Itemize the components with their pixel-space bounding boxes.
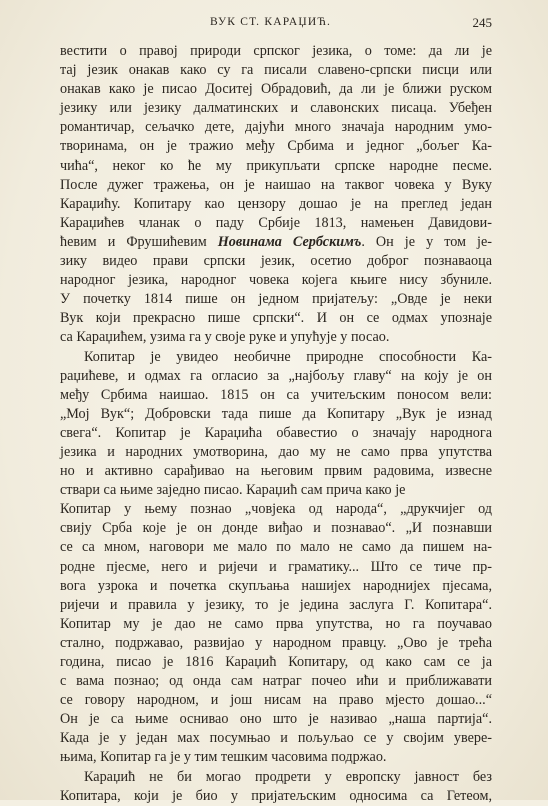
body-text	[60, 42, 492, 806]
text-line: се са мном, наговори ме мало по мало не само да пишем на-	[60, 539, 492, 556]
page-number: 245	[472, 15, 492, 30]
text-line: но и активно сарађивао на његовим првим радовима, извесне	[60, 463, 492, 480]
text-line: Вук који прекрасно пише српски“. И он се одмах упознаје	[60, 310, 492, 327]
newspaper-title: Новинама Сербскимъ	[217, 233, 362, 250]
text-line: Копитар у њему познао „човјека од народа“, „друкчијег од	[60, 501, 492, 518]
text-line: Копитар му је дао не само прва упутства, но га поучавао	[60, 615, 492, 632]
text-line: стално, подржавао, развијао у народном правцу. „Ово је трећа	[60, 634, 492, 651]
text-line: Копитара, који је био у пријатељским односима са Гетеом,	[60, 787, 492, 804]
text-line: Копитар је увидео необичне природне способности Ка-	[84, 348, 492, 365]
text-line: језику или језику далматинских и славонских писаца. Убеђен	[60, 100, 492, 117]
text-line: романтичар, сељачко дете, дајући много значаја народним умо-	[60, 119, 492, 136]
running-title: ВУК СТ. КАРАЏИЋ.	[210, 16, 332, 28]
text-line: онакав како је писао Доситеј Обрадовић, да ли је ближи руском	[60, 81, 492, 98]
text-line: језика и народних умотворина, дао му не само прва упутства	[60, 443, 492, 460]
text-line: вестити о правој природи српског језика, о томе: да ли је	[60, 43, 492, 59]
text-line: се говору народном, и још нисам на право мјесто дошао...“	[60, 692, 492, 709]
text-line: После дужег тражења, он је наишао на таквог човека у Вуку	[60, 176, 492, 193]
text-line: чића“, неког ко ће му прикупљати српске народне песме.	[60, 157, 492, 174]
text-line: ћевим и Фрушићевим Новинама Сербскимъ. Он је у том је-	[60, 233, 493, 250]
text-line: раџићеве, и одмах га огласио за „најбољу главу“ на коју је он	[60, 367, 492, 384]
text-line: свију Срба које је он донде виђао и познавао“. „И познавши	[60, 520, 492, 537]
text-line: Караџић не би могао продрети у европску јавност без	[84, 768, 492, 785]
text-line: тај језик онакав како су га писали славено-српски писци или	[60, 62, 492, 79]
page-header	[60, 16, 492, 36]
text-line: Караџићу. Копитару као цензору дошао је на преглед један	[60, 195, 492, 212]
text-line: „Мој Вук“; Добровски тада пише да Копитару „Вук је изнад	[60, 405, 492, 422]
text-line: ријечи и правила у језику, то је једина заслуга Г. Копитара“.	[60, 596, 492, 613]
text-line: Караџићев чланак о паду Србије 1813, намењен Давидови-	[60, 214, 492, 231]
text-line: Он је са њиме оснивао оно што је називао „наша партија“.	[60, 711, 492, 728]
text-line: ствари са њиме заједно писао. Караџић сам прича како је	[60, 482, 406, 499]
text-line: родне пјесме, него и ријечи и граматику... Што се тиче пр-	[60, 558, 492, 575]
text-line: Када је у један мах посумњао и пољуљао се у својим увере-	[60, 730, 492, 747]
text-line: с вама познао; од онда сам натраг почео ићи и приближавати	[60, 673, 492, 690]
text-line: свега“. Копитар је Караџића обавестио о значају народнога	[60, 424, 492, 441]
text-line: међу Србима наишао. 1815 он са учитељским поносом вели:	[60, 386, 492, 403]
text-line: зику видео прави српски језик, осетио доброг познаваоца	[60, 253, 492, 270]
text-line: творинама, он је тражио међу Србима и једног „бољег Ка-	[60, 138, 492, 155]
text-line: њима, Копитар га је у тим тешким часовима подржао.	[60, 749, 387, 766]
text-line: народног језика, народног човека којега књиге нису збуниле.	[60, 272, 492, 289]
text-line: У почетку 1814 пише он једном пријатељу: „Овде је неки	[60, 291, 492, 308]
text-line: година, писао је 1816 Караџић Копитару, од како сам се ја	[60, 654, 492, 670]
text-line: вога узрока и почетка скупљања нашијех народнијех пјесама,	[60, 577, 492, 594]
text-line: са Караџићем, узима га у своје руке и упућује у посао.	[60, 329, 390, 346]
